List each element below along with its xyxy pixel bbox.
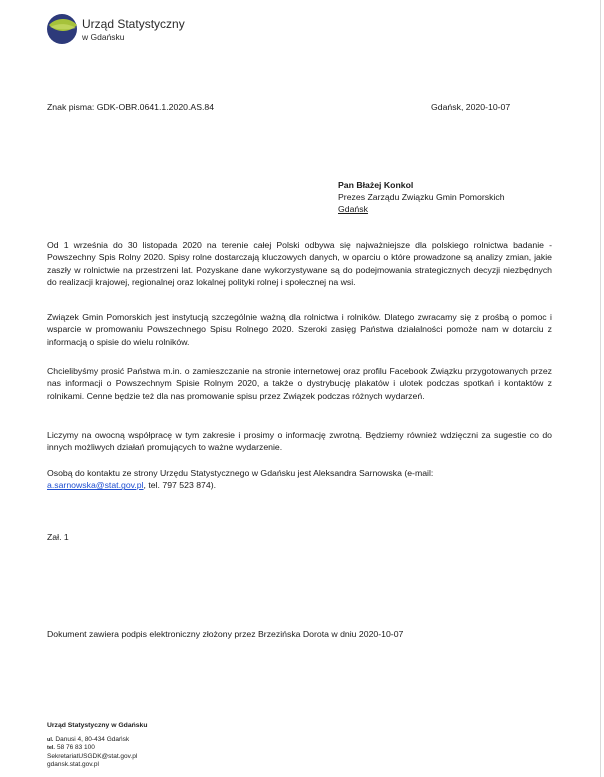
paragraph-contact [47,467,552,492]
logo-title: Urząd Statystyczny [82,17,185,31]
place-date: Gdańsk, 2020-10-07 [431,102,511,112]
footer-email[interactable]: SekretariatUSGDK@stat.gov.pl [47,752,138,760]
recipient-position: Prezes Zarządu Związku Gmin Pomorskich [338,192,505,202]
footer-address-text: Danusi 4, 80-434 Gdańsk [55,735,130,743]
footer-title: Urząd Statystyczny w Gdańsku [47,722,148,729]
signature-note: Dokument zawiera podpis elektroniczny złożony przez Brzezińska Dorota w dniu 2020-10-07 [47,629,404,639]
paragraph-activities: Chcielibyśmy prosić Państwa m.in. o zamieszczanie na stronie internetowej oraz profilu Facebook Związku przygotowanych przez nas informacji o Powszechnym Spisie Rolnym 2020, a także o dystrybucję plakatów i ulotek podczas spotkań i kontaktów z rolnikami. Cenne będzie też dla nas promowanie spisu przez Związek podczas różnych wydarzeń. [47,366,552,401]
logo [46,11,206,51]
footer-phone-text: 58 76 83 100 [56,744,95,752]
recipient-name: Pan Błażej Konkol [338,180,414,190]
footer [47,722,147,770]
logo-emblem-icon [46,13,80,47]
recipient-block [338,179,505,215]
address-icon: ul. [47,736,54,743]
phone-icon: tel. [47,745,55,752]
logo-subtitle: w Gdańsku [82,32,125,42]
paragraph-intro: Od 1 września do 30 listopada 2020 na terenie całej Polski odbywa się najważniejsze dla polskiego rolnictwa badanie - Powszechny Spis Rolny 2020. Spisy rolne dostarczają kluczowych danych, w oparciu o które prowadzone są analizy zmian, jakie zaszły w rolnictwie na przestrzeni lat. Pozyskane dane wykorzystywane są do podejmowania strategicznych decyzji niezbędnych do realizacji krajowej, regionalnej oraz lokalnej polityki rolnej i społecznej na wsi. [47,240,552,287]
attachment-note: Zał. 1 [47,532,69,542]
contact-text: Osobą do kontaktu ze strony Urzędu Statystycznego w Gdańsku jest Aleksandra Sarnowska (e-mail: [47,468,434,478]
contact-phone: , tel. 797 523 874). [143,480,216,491]
paragraph-cooperation: Liczymy na owocną współpracę w tym zakresie i prosimy o informację zwrotną. Będziemy również wdzięczni za sugestie co do innych możliwych działań promujących to ważne wydarzenie. [47,430,552,453]
recipient-city: Gdańsk [338,204,368,214]
paragraph-request: Związek Gmin Pomorskich jest instytucją szczególnie ważną dla rolnictwa i rolników. Dlatego zwracamy się z prośbą o pomoc i wsparcie w promowaniu Powszechnego Spisu Rolnego 2020. Szeroki zasięg Państwa działalności pomoże nam w dotarciu z informacją o spisie do wielu rolników. [47,312,552,347]
contact-email-link[interactable]: a.sarnowska@stat.gov.pl [47,480,144,491]
footer-website[interactable]: gdansk.stat.gov.pl [47,761,99,769]
footer-address [47,736,147,745]
footer-phone [47,744,147,753]
reference-number: Znak pisma: GDK-OBR.0641.1.2020.AS.84 [47,102,215,112]
